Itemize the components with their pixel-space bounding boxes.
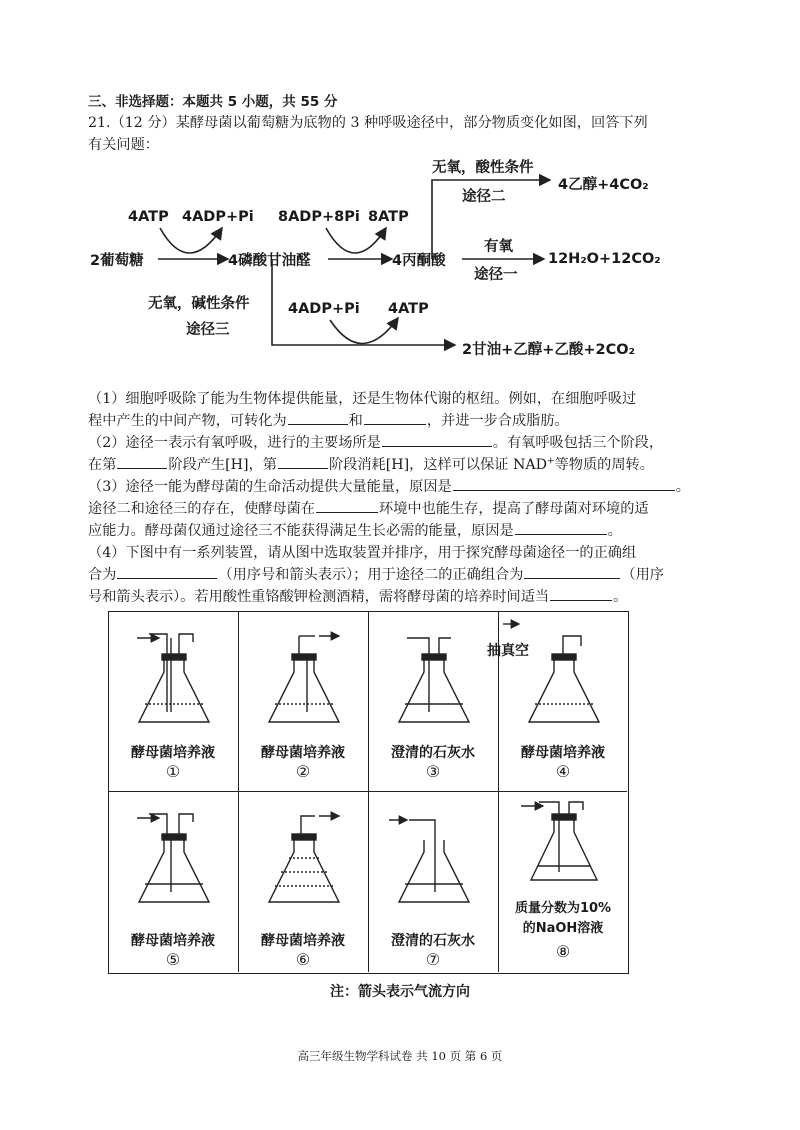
flask-number: ④ <box>555 762 571 781</box>
apparatus-4 <box>487 612 627 792</box>
flask-label: 酵母菌培养液 <box>261 745 345 761</box>
route3-atp-out: 4ATP <box>388 301 429 317</box>
apparatus-grid <box>108 611 629 974</box>
q4-text-3: （用序 <box>621 567 664 583</box>
flask-number: ⑤ <box>165 950 181 969</box>
apparatus-7 <box>369 792 499 972</box>
q3-text-6: 。 <box>607 523 622 539</box>
answer-blank[interactable] <box>515 520 607 535</box>
flask-number: ③ <box>425 762 441 781</box>
q4-text-5: 。 <box>613 589 628 605</box>
flask-number: ⑦ <box>425 950 441 969</box>
flask-label: 酵母菌培养液 <box>261 933 345 949</box>
route2-product: 4乙醇+4CO₂ <box>558 177 649 193</box>
page-footer: 高三年级生物学科试卷 共 10 页 第 6 页 <box>297 1049 503 1063</box>
answer-blank[interactable] <box>550 586 612 601</box>
step1-adp-out: 4ADP+Pi <box>182 209 254 225</box>
apparatus-3 <box>369 612 499 792</box>
curve-atp-step1 <box>160 228 222 253</box>
q1-text-1: 程中产生的中间产物，可转化为 <box>88 413 287 429</box>
q4-line-2 <box>88 564 664 584</box>
answer-blank[interactable] <box>364 410 426 425</box>
curve-atp-route3 <box>330 318 398 344</box>
q3-text-3: 途径二和途径三的存在，使酵母菌在 <box>88 501 316 517</box>
flask-number: ① <box>165 762 181 781</box>
flask-label: 酵母菌培养液 <box>131 933 215 949</box>
q4-line-3 <box>88 586 627 606</box>
apparatus-5 <box>109 792 239 972</box>
apparatus-6 <box>239 792 369 972</box>
q2-text-6: 等物质的周转。 <box>554 457 654 473</box>
flask-number: ⑧ <box>555 942 571 961</box>
answer-blank[interactable] <box>382 432 492 447</box>
question-intro-line-2: 有关问题： <box>88 137 159 153</box>
g3p-label: 4磷酸甘油醛 <box>228 253 311 269</box>
q2-text-3: 在第 <box>88 457 117 473</box>
pyruvate-label: 4丙酮酸 <box>392 253 446 269</box>
q2-text-2: 。有氧呼吸包括三个阶段， <box>492 435 664 451</box>
apparatus-2 <box>239 612 369 792</box>
q1-line-1: （1）细胞呼吸除了能为生物体提供能量，还是生物体代谢的枢纽。例如，在细胞呼吸过 <box>88 391 637 407</box>
q2-line-2 <box>88 454 654 474</box>
vacuum-label: 抽真空 <box>487 643 529 659</box>
flask-label: 酵母菌培养液 <box>521 745 605 761</box>
q2-superscript: + <box>547 456 555 467</box>
route3-name: 途径三 <box>186 322 230 338</box>
question-intro-line-1: 21.（12 分）某酵母菌以葡萄糖为底物的 3 种呼吸途径中，部分物质变化如图，回答下列 <box>88 115 648 131</box>
q4-text-4: 号和箭头表示）。若用酸性重铬酸钾检测酒精，需将酵母菌的培养时间适当 <box>88 589 550 605</box>
route2-condition: 无氧，酸性条件 <box>432 160 534 176</box>
answer-blank[interactable] <box>288 410 348 425</box>
flask-label: 酵母菌培养液 <box>131 745 215 761</box>
apparatus-1 <box>109 612 239 792</box>
section-title: 三、非选择题：本题共 5 小题，共 55 分 <box>88 94 338 110</box>
q2-line-1 <box>88 432 663 452</box>
flask-label-line-1: 质量分数为10% <box>514 901 612 916</box>
answer-blank[interactable] <box>117 564 217 579</box>
route2-name: 途径二 <box>462 189 506 205</box>
step2-atp-out: 8ATP <box>368 209 409 225</box>
figure-note: 注：箭头表示气流方向 <box>330 984 470 1000</box>
q3-line-3 <box>88 520 622 540</box>
answer-blank[interactable] <box>453 476 675 491</box>
q4-text-2: （用序号和箭头表示）；用于途径二的正确组合为 <box>218 567 524 583</box>
answer-blank[interactable] <box>524 564 620 579</box>
q1-line-2 <box>88 410 569 430</box>
q4-text-1: 合为 <box>88 567 117 583</box>
route1-name: 途径一 <box>474 267 518 283</box>
route1-product: 12H₂O+12CO₂ <box>548 251 661 267</box>
answer-blank[interactable] <box>278 454 328 469</box>
q3-line-2 <box>88 498 649 518</box>
q3-line-1 <box>88 476 690 496</box>
q3-text-1: （3）途径一能为酵母菌的生命活动提供大量能量，原因是 <box>88 479 452 495</box>
q2-text-1: （2）途径一表示有氧呼吸，进行的主要场所是 <box>88 435 381 451</box>
glucose-label: 2葡萄糖 <box>90 253 144 269</box>
step1-atp-in: 4ATP <box>128 209 169 225</box>
route3-condition: 无氧，碱性条件 <box>148 296 250 312</box>
q2-text-5: 阶段消耗[H]，这样可以保证 NAD <box>328 457 548 473</box>
q3-text-4: 环境中也能生存，提高了酵母菌对环境的适 <box>379 501 649 517</box>
q1-text-3: ，并进一步合成脂肪。 <box>426 413 569 429</box>
answer-blank[interactable] <box>316 498 378 513</box>
flask-label-line-2: 的NaOH溶液 <box>522 921 604 936</box>
pathway-diagram <box>0 0 800 380</box>
answer-blank[interactable] <box>117 454 167 469</box>
q4-line-1: （4）下图中有一系列装置，请从图中选取装置并排序，用于探究酵母菌途径一的正确组 <box>88 545 637 561</box>
route1-condition: 有氧 <box>484 239 513 255</box>
flask-label: 澄清的石灰水 <box>391 745 475 761</box>
q3-text-5: 应能力。酵母菌仅通过途径三不能获得满足生长必需的能量，原因是 <box>88 523 514 539</box>
q3-text-2: 。 <box>675 479 690 495</box>
q2-text-4: 阶段产生[H]，第 <box>168 457 277 473</box>
q1-text-2: 和 <box>348 413 363 429</box>
flask-number: ⑥ <box>295 950 311 969</box>
route3-adp-in: 4ADP+Pi <box>288 301 360 317</box>
route3-product: 2甘油+乙醇+乙酸+2CO₂ <box>462 342 635 358</box>
curve-atp-step2 <box>326 228 386 253</box>
flask-number: ② <box>295 762 311 781</box>
step2-adp-in: 8ADP+8Pi <box>278 209 360 225</box>
flask-label: 澄清的石灰水 <box>391 933 475 949</box>
apparatus-8 <box>499 792 627 972</box>
